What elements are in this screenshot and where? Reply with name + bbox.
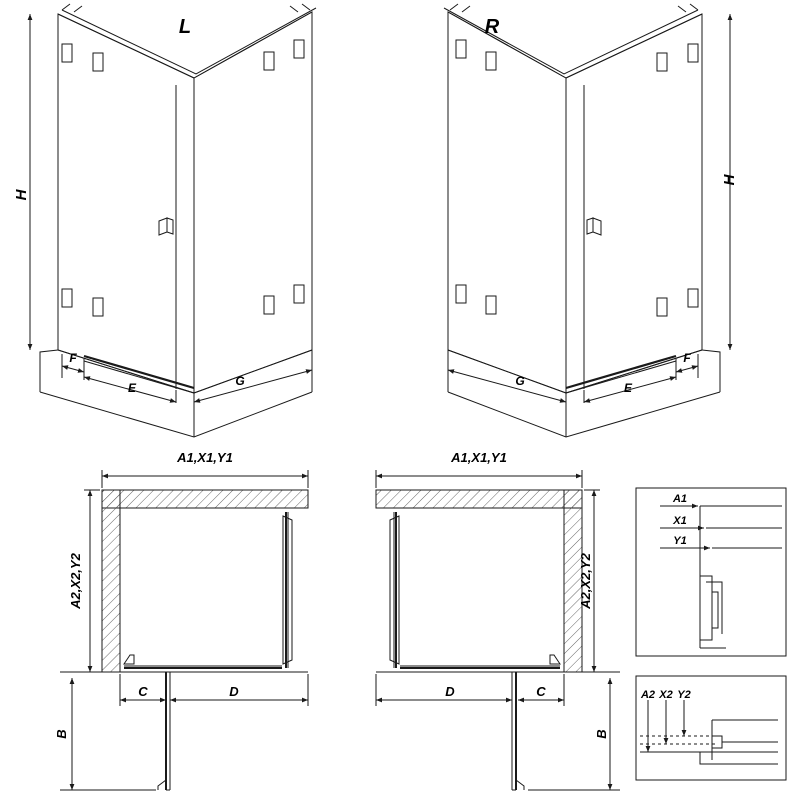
dimension-label-F-right: F (683, 351, 691, 365)
dimension-label-A1X1Y1-left: A1,X1,Y1 (177, 450, 233, 465)
dimension-label-G-right: G (515, 374, 525, 388)
plan-view-right (376, 450, 620, 790)
dimension-label-H-left: H (13, 189, 30, 201)
dimension-label-A1X1Y1-right: A1,X1,Y1 (451, 450, 507, 465)
dimension-D-C-right (376, 674, 564, 706)
detail-view-bottom (636, 676, 786, 780)
detail-label-X1: X1 (673, 515, 687, 527)
dimension-label-C-left: C (138, 684, 148, 699)
detail-label-X2: X2 (659, 689, 673, 701)
dimension-label-B-left: B (54, 729, 69, 739)
dimension-label-A2X2Y2-right: A2,X2,Y2 (578, 553, 593, 609)
dimension-label-C-right: C (536, 684, 546, 699)
dimension-A1X1Y1-left (102, 450, 308, 488)
plan-view-left (54, 450, 308, 790)
detail-view-top (636, 488, 786, 656)
dimension-label-A2X2Y2-left: A2,X2,Y2 (68, 553, 83, 609)
dimension-label-F-left: F (69, 351, 77, 365)
detail-label-Y1: Y1 (673, 535, 687, 547)
iso-view-left (13, 4, 316, 437)
detail-label-A1: A1 (672, 493, 688, 505)
dimension-label-H-right: H (721, 174, 738, 186)
dimension-label-E-left: E (127, 381, 137, 395)
dimension-H-right (721, 14, 738, 350)
view-label-L: L (178, 16, 192, 38)
dimension-label-D-right: D (445, 684, 455, 699)
dimension-A1X1Y1-right (376, 450, 582, 488)
detail-label-A2: A2 (640, 689, 656, 701)
dimension-C-D-left (120, 674, 308, 706)
detail-label-Y2: Y2 (677, 689, 691, 701)
view-label-R: R (484, 16, 500, 38)
dimension-label-D-left: D (229, 684, 239, 699)
dimension-H-left (13, 14, 58, 350)
dimension-label-B-right: B (594, 729, 609, 739)
iso-view-right (444, 4, 738, 437)
dimension-label-G-left: G (235, 374, 245, 388)
dimension-label-E-right: E (623, 381, 633, 395)
